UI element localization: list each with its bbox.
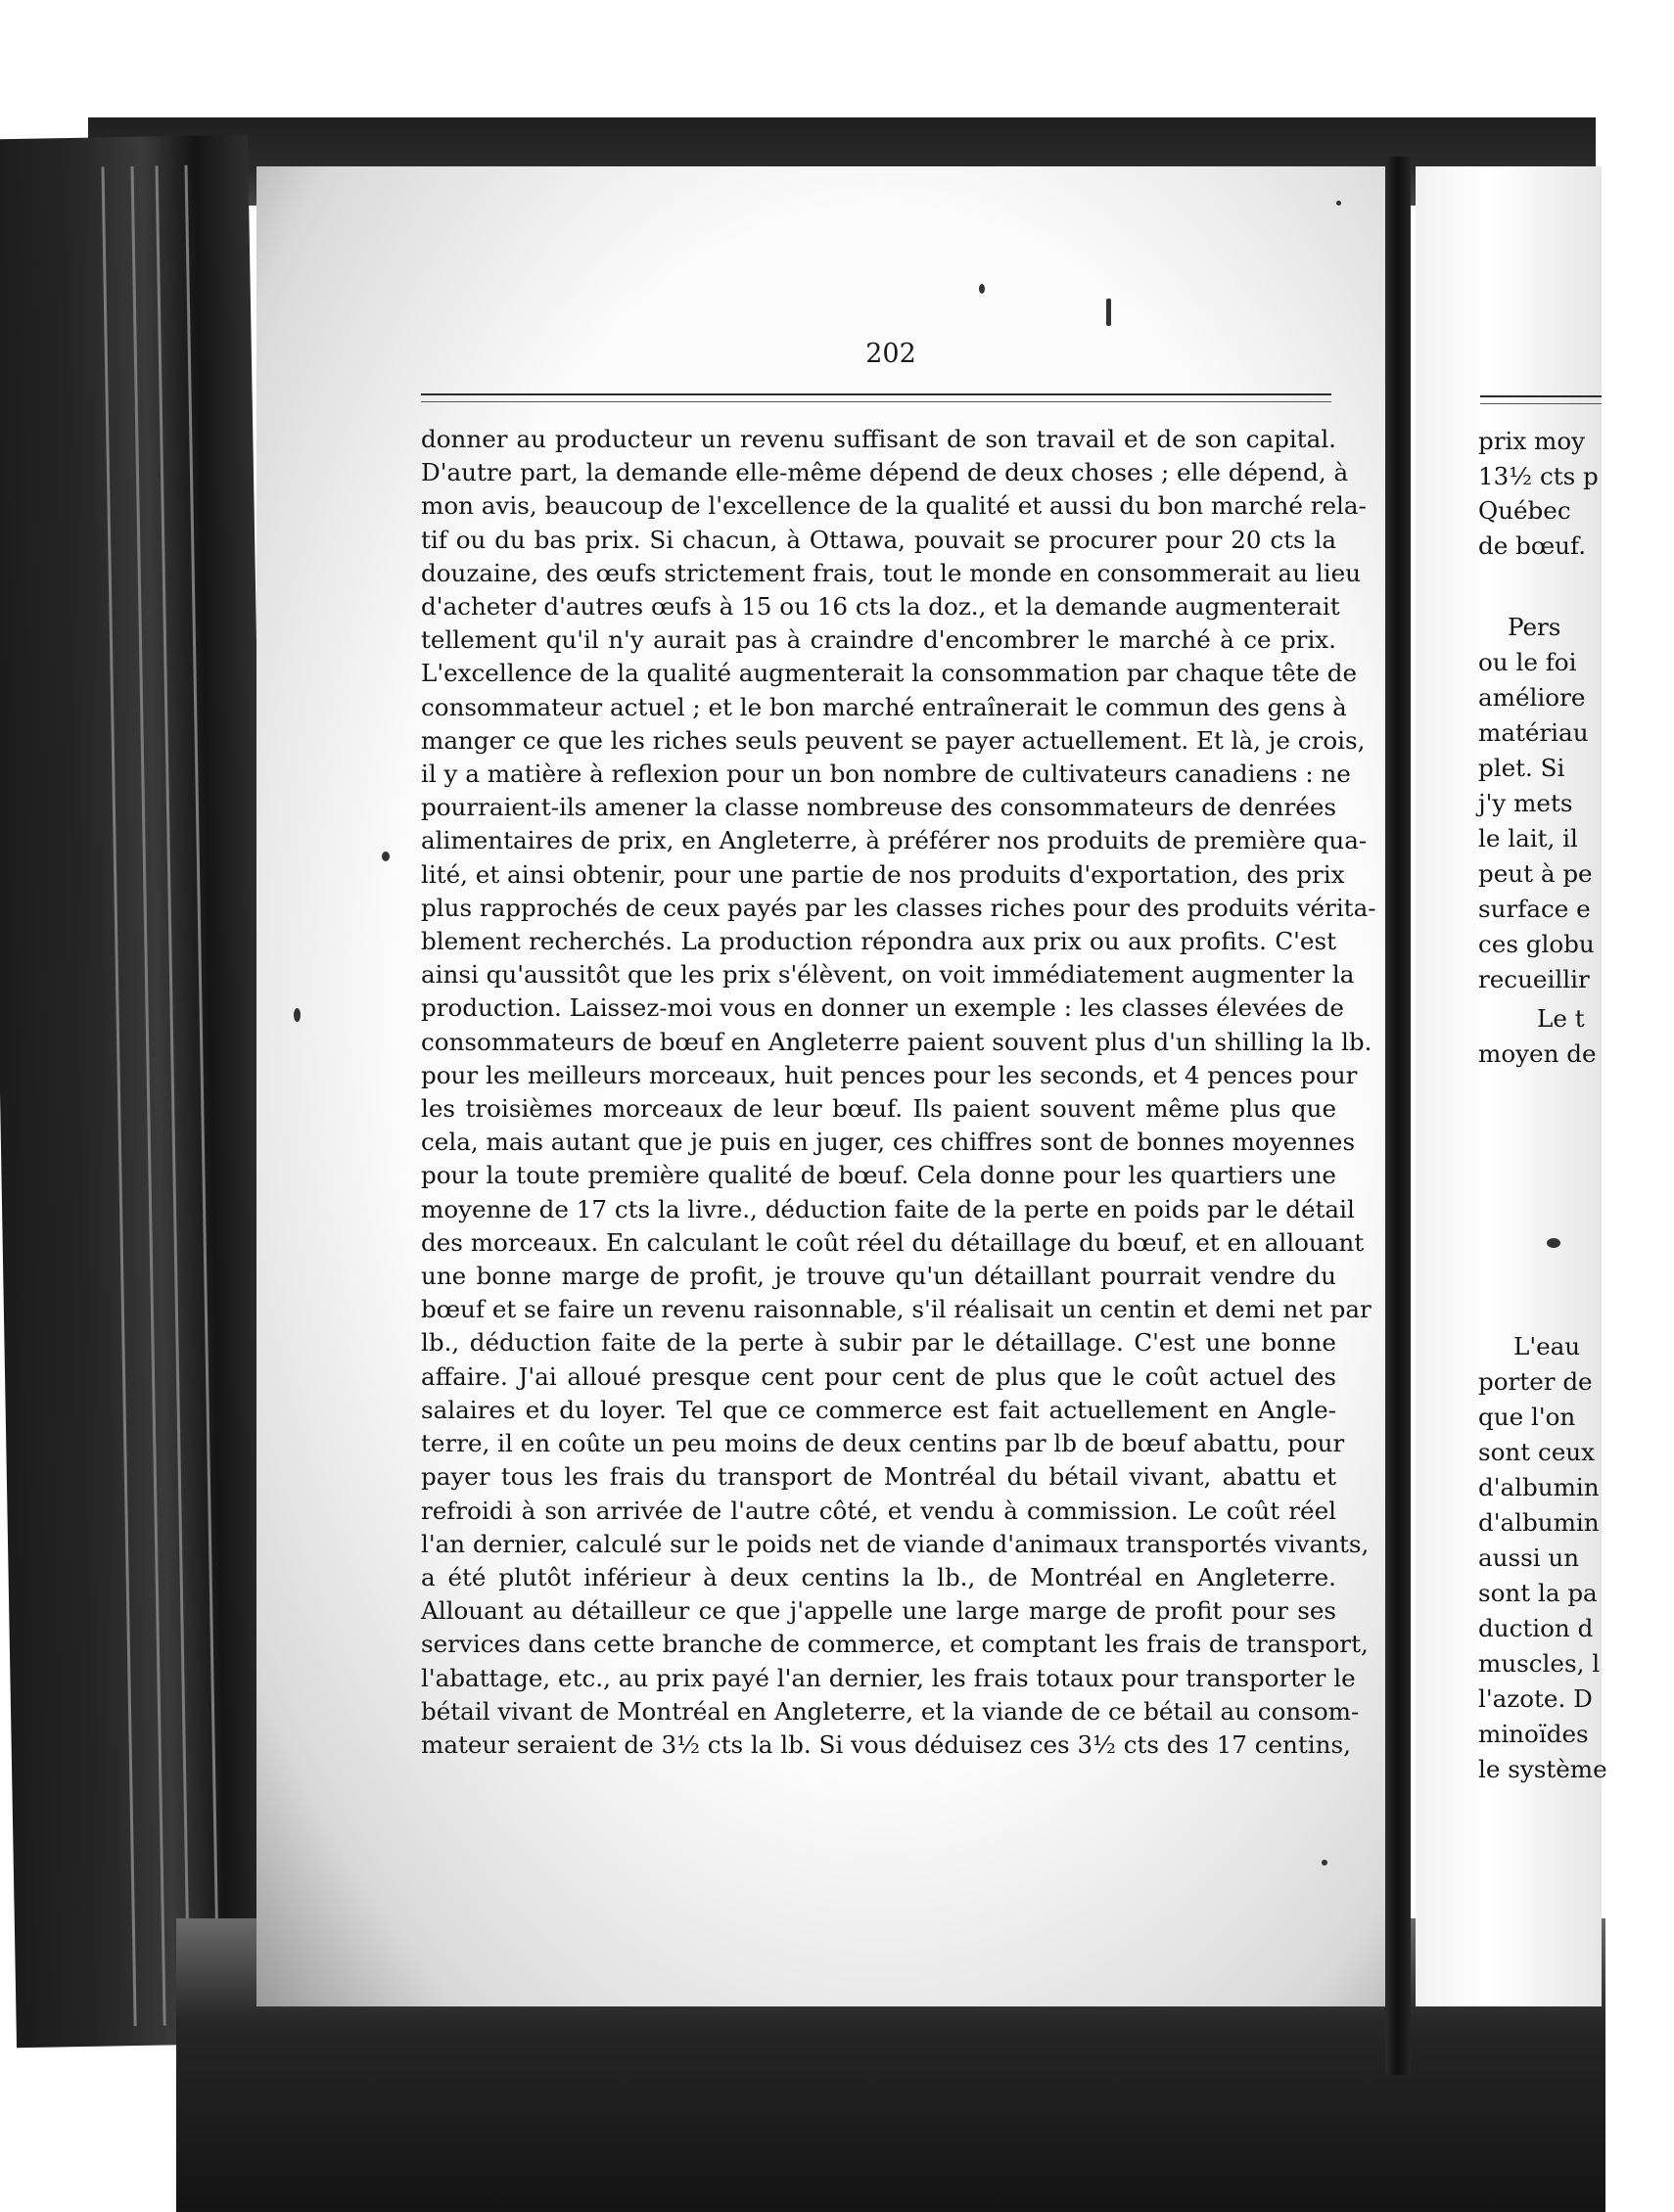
right-text-line: Le t <box>1537 1004 1585 1033</box>
page-gutter <box>1385 157 1411 2075</box>
right-text-line: surface e <box>1478 895 1591 923</box>
text-line: pour les meilleurs morceaux, huit pences pour les seconds, et 4 pences pour <box>421 1060 1358 1089</box>
right-text-line: minoïdes <box>1478 1720 1589 1748</box>
text-line: production. Laissez-moi vous en donner un exemple : les classes élevées de <box>421 993 1344 1023</box>
text-line: moyenne de 17 cts la livre., déduction faite de la perte en poids par le détail <box>421 1194 1355 1223</box>
right-text-line: porter de <box>1478 1367 1593 1396</box>
right-text-line: ou le foi <box>1478 648 1577 676</box>
scan-speck <box>1336 201 1341 206</box>
text-line: bœuf et se faire un revenu raisonnable, s'il réalisait un centin et demi net par <box>421 1295 1372 1324</box>
right-text-line: aussi un <box>1478 1544 1580 1572</box>
header-rule-thin <box>421 401 1331 402</box>
text-line: a été plutôt inférieur à deux centins la lb., de Montréal en Angleterre. <box>421 1562 1336 1591</box>
text-line: bétail vivant de Montréal en Angleterre, et la viande de ce bétail au consom- <box>421 1696 1360 1726</box>
text-line: donner au producteur un revenu suffisant de son travail et de son capital. <box>421 425 1336 453</box>
right-header-rule <box>1480 395 1602 397</box>
text-line: terre, il en coûte un peu moins de deux centins par lb de bœuf abattu, pour <box>421 1429 1345 1458</box>
right-text-line: plet. Si <box>1478 754 1565 782</box>
text-line: salaires et du loyer. Tel que ce commerce est fait actuellement en Angle- <box>421 1395 1336 1424</box>
right-text-line: de bœuf. <box>1478 531 1587 560</box>
right-text-line: matériau <box>1478 718 1589 747</box>
text-line: l'abattage, etc., au prix payé l'an dernier, les frais totaux pour transporter le <box>421 1663 1356 1692</box>
text-line: refroidi à son arrivée de l'autre côté, et vendu à commission. Le coût réel <box>421 1496 1336 1525</box>
right-text-line: Québec <box>1478 496 1571 525</box>
body-text <box>421 423 1376 1762</box>
text-line: d'acheter d'autres œufs à 15 ou 16 cts la doz., et la demande augmenterait <box>421 592 1340 622</box>
text-line: lité, et ainsi obtenir, pour une partie de nos produits d'exportation, des prix <box>421 859 1345 889</box>
right-text-line: que l'on <box>1478 1403 1576 1431</box>
right-text-line: recueillir <box>1478 965 1590 993</box>
text-line: il y a matière à reflexion pour un bon nombre de cultivateurs canadiens : ne <box>421 760 1351 789</box>
text-line: pourraient-ils amener la classe nombreuse des consommateurs de denrées <box>421 793 1336 822</box>
right-text-line: duction d <box>1478 1614 1594 1642</box>
scan-speck <box>979 284 985 294</box>
text-line: consommateurs de bœuf en Angleterre paient souvent plus d'un shilling la lb. <box>421 1027 1372 1056</box>
text-line: plus rapprochés de ceux payés par les classes riches pour des produits vérita- <box>421 893 1376 922</box>
text-line: les troisièmes morceaux de leur bœuf. Ils paient souvent même plus que <box>421 1094 1336 1124</box>
scan-speck <box>1106 299 1111 326</box>
right-text-line: muscles, l <box>1478 1649 1601 1678</box>
text-line: payer tous les frais du transport de Montréal du bétail vivant, abattu et <box>421 1462 1336 1492</box>
text-line: Allouant au détailleur ce que j'appelle une large marge de profit pour ses <box>421 1596 1336 1626</box>
right-text-line: ces globu <box>1478 930 1595 958</box>
right-text-line: sont la pa <box>1478 1579 1598 1607</box>
right-text-line: j'y mets <box>1478 789 1573 817</box>
text-line: alimentaires de prix, en Angleterre, à préférer nos produits de première qua- <box>421 826 1368 855</box>
text-line: cela, mais autant que je puis en juger, ces chiffres sont de bonnes moyennes <box>421 1128 1356 1157</box>
text-line: services dans cette branche de commerce, et comptant les frais de transport, <box>421 1630 1369 1659</box>
book-binding-edge <box>0 135 281 2048</box>
right-text-line: Pers <box>1508 613 1561 641</box>
text-line: consommateur actuel ; et le bon marché entraînerait le commun des gens à <box>421 692 1347 721</box>
header-rule <box>421 393 1331 395</box>
text-line: l'an dernier, calculé sur le poids net de viande d'animaux transportés vivants, <box>421 1529 1370 1558</box>
text-line: ainsi qu'aussitôt que les prix s'élèvent, on voit immédiatement augmenter la <box>421 960 1355 990</box>
right-text-line: L'eau <box>1513 1332 1581 1360</box>
right-text-line: l'azote. D <box>1478 1684 1593 1713</box>
right-text-line: le système <box>1478 1755 1607 1783</box>
right-text-line: d'albumin <box>1478 1508 1600 1537</box>
right-text-line: améliore <box>1478 683 1586 712</box>
right-text-line: d'albumin <box>1478 1473 1600 1501</box>
scan-speck <box>1322 1860 1327 1866</box>
text-line: tif ou du bas prix. Si chacun, à Ottawa, pouvait se procurer pour 20 cts la <box>421 525 1336 554</box>
scan-speck <box>382 852 390 861</box>
right-header-rule-thin <box>1480 403 1602 404</box>
text-line: lb., déduction faite de la perte à subir par le détaillage. C'est une bonne <box>421 1328 1336 1358</box>
right-text-line: sont ceux <box>1478 1438 1596 1466</box>
text-line: manger ce que les riches seuls peuvent se payer actuellement. Et là, je crois, <box>421 725 1366 755</box>
text-line: affaire. J'ai alloué presque cent pour cent de plus que le coût actuel des <box>421 1361 1336 1391</box>
text-line: L'excellence de la qualité augmenterait la consommation par chaque tête de <box>421 659 1358 688</box>
right-text-line: peut à pe <box>1478 859 1593 888</box>
text-line: mon avis, beaucoup de l'excellence de la qualité et aussi du bon marché rela- <box>421 491 1367 521</box>
right-text-line: prix moy <box>1478 427 1586 455</box>
text-line: des morceaux. En calculant le coût réel du détaillage du bœuf, et en allouant <box>421 1227 1365 1257</box>
right-text-line: 13½ cts p <box>1478 462 1599 490</box>
right-text-line: le lait, il <box>1478 824 1578 853</box>
text-line: blement recherchés. La production répondra aux prix ou aux profits. C'est <box>421 927 1336 956</box>
text-line: D'autre part, la demande elle-même dépend de deux choses ; elle dépend, à <box>421 458 1349 487</box>
text-line: mateur seraient de 3½ cts la lb. Si vous déduisez ces 3½ cts des 17 centins, <box>421 1729 1351 1759</box>
text-line: tellement qu'il n'y aurait pas à craindre d'encombrer le marché à ce prix. <box>421 625 1336 655</box>
text-line: douzaine, des œufs strictement frais, tout le monde en consommerait au lieu <box>421 558 1361 587</box>
right-text-line: moyen de <box>1478 1039 1597 1068</box>
scan-speck <box>294 1008 301 1022</box>
scan-speck <box>1547 1238 1560 1248</box>
text-line: une bonne marge de profit, je trouve qu'un détaillant pourrait vendre du <box>421 1262 1336 1291</box>
page-number: 202 <box>865 339 916 369</box>
text-line: pour la toute première qualité de bœuf. Cela donne pour les quartiers une <box>421 1161 1336 1190</box>
